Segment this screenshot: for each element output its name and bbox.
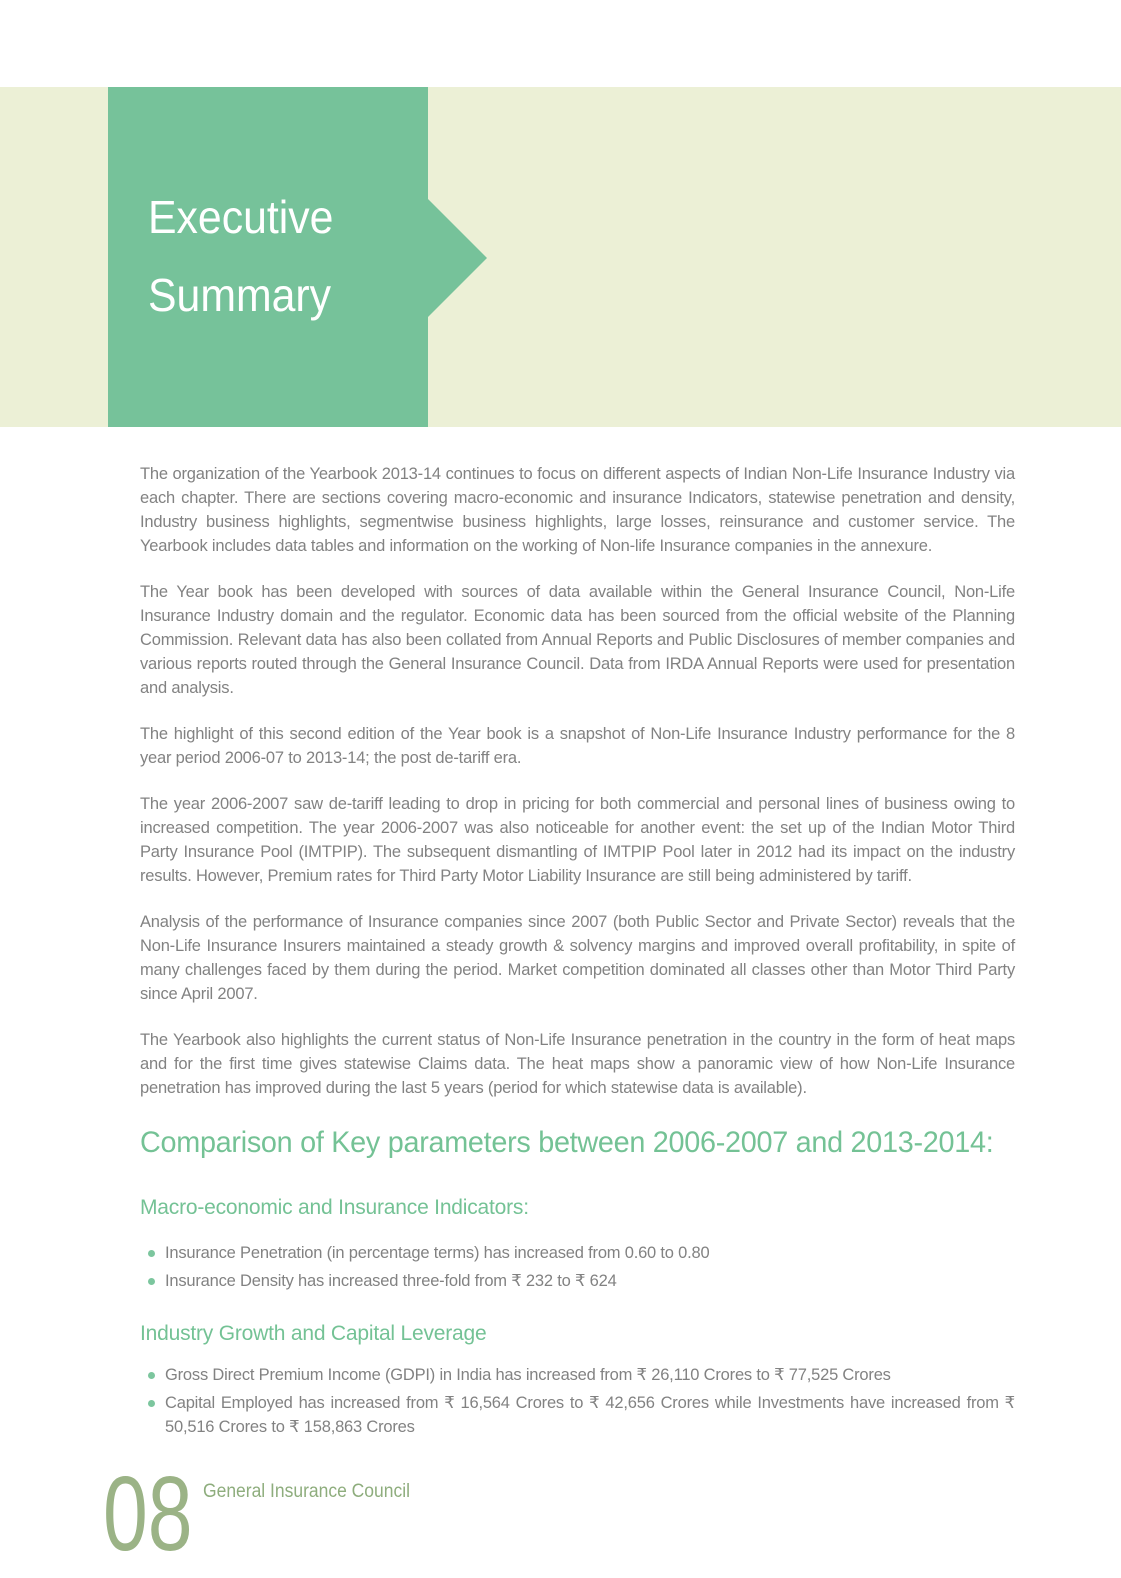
paragraph-performance-analysis: Analysis of the performance of Insurance companies since 2007 (both Public Sector and Private Sector) reveals that the Non-Life Insurance Insurers maintained a steady growth & solvency margins and improved overall profitability, in spite of many challenges faced by them during the period. Market competition dominated all classes other than Motor Third Party since April 2007.: [140, 913, 1015, 1003]
paragraph-detariff-imtpip: The year 2006-2007 saw de-tariff leading to drop in pricing for both commercial and personal lines of business owing to increased competition. The year 2006-2007 was also noticeable for another event: the set up of the Indian Motor Third Party Insurance Pool (IMTPIP). The subsequent dismantling of IMTPIP Pool later in 2012 had its impact on the industry results. However, Premium rates for Third Party Motor Liability Insurance are still being administered by tariff.: [140, 795, 1015, 885]
subsection-title-industry-growth: Industry Growth and Capital Leverage: [140, 1322, 487, 1345]
paragraph-data-sources: The Year book has been developed with sources of data available within the General Insurance Council, Non-Life Insurance Industry domain and the regulator. Economic data has been sourced from the official website of the Planning Commission. Relevant data has also been collated from Annual Reports and Public Disclosures of member companies and various reports routed through the General Insurance Council. Data from IRDA Annual Reports were used for presentation and analysis.: [140, 583, 1015, 697]
banner-title-line2: Summary: [148, 269, 332, 321]
banner-chevron-right-icon: [428, 199, 487, 317]
paragraph-second-edition-highlight: The highlight of this second edition of the Year book is a snapshot of Non-Life Insurance Industry performance for the 8 year period 2006-07 to 2013-14; the post de-tariff era.: [140, 725, 1015, 767]
macro-economic-bullet-list: [140, 1241, 1015, 1293]
main-content: [140, 427, 1015, 1443]
paragraph-heat-maps: The Yearbook also highlights the current status of Non-Life Insurance penetration in the country in the form of heat maps and for the first time gives statewise Claims data. The heat maps show a panoramic view of how Non-Life Insurance penetration has improved during the last 5 years (period for which statewise data is available).: [140, 1031, 1015, 1097]
bullet-insurance-penetration: Insurance Penetration (in percentage terms) has increased from 0.60 to 0.80: [140, 1241, 1015, 1265]
industry-growth-bullet-list: [140, 1363, 1015, 1439]
banner-title: [148, 178, 333, 334]
banner-title-line1: Executive: [148, 191, 334, 243]
page-number: 08: [103, 1455, 193, 1573]
paragraph-yearbook-organization: The organization of the Yearbook 2013-14 continues to focus on different aspects of Indian Non-Life Insurance Industry via each chapter. There are sections covering macro-economic and insurance Indicators, statewise penetration and density, Industry business highlights, segmentwise business highlights, large losses, reinsurance and customer service. The Yearbook includes data tables and information on the working of Non-life Insurance companies in the annexure.: [140, 465, 1015, 555]
banner: [0, 87, 1121, 427]
bullet-capital-employed: Capital Employed has increased from ₹ 16,564 Crores to ₹ 42,656 Crores while Investments have increased from ₹ 50,516 Crores to ₹ 158,863 Crores: [140, 1391, 1015, 1439]
bullet-insurance-density: Insurance Density has increased three-fold from ₹ 232 to ₹ 624: [140, 1269, 1015, 1293]
subsection-title-macro-economic: Macro-economic and Insurance Indicators:: [140, 1196, 529, 1219]
bullet-gdpi: Gross Direct Premium Income (GDPI) in India has increased from ₹ 26,110 Crores to ₹ 77,525 Crores: [140, 1363, 1015, 1387]
comparison-section-heading: Comparison of Key parameters between 2006-2007 and 2013-2014:: [140, 1126, 994, 1159]
org-name: General Insurance Council: [203, 1481, 410, 1502]
banner-green-panel: [108, 87, 428, 427]
